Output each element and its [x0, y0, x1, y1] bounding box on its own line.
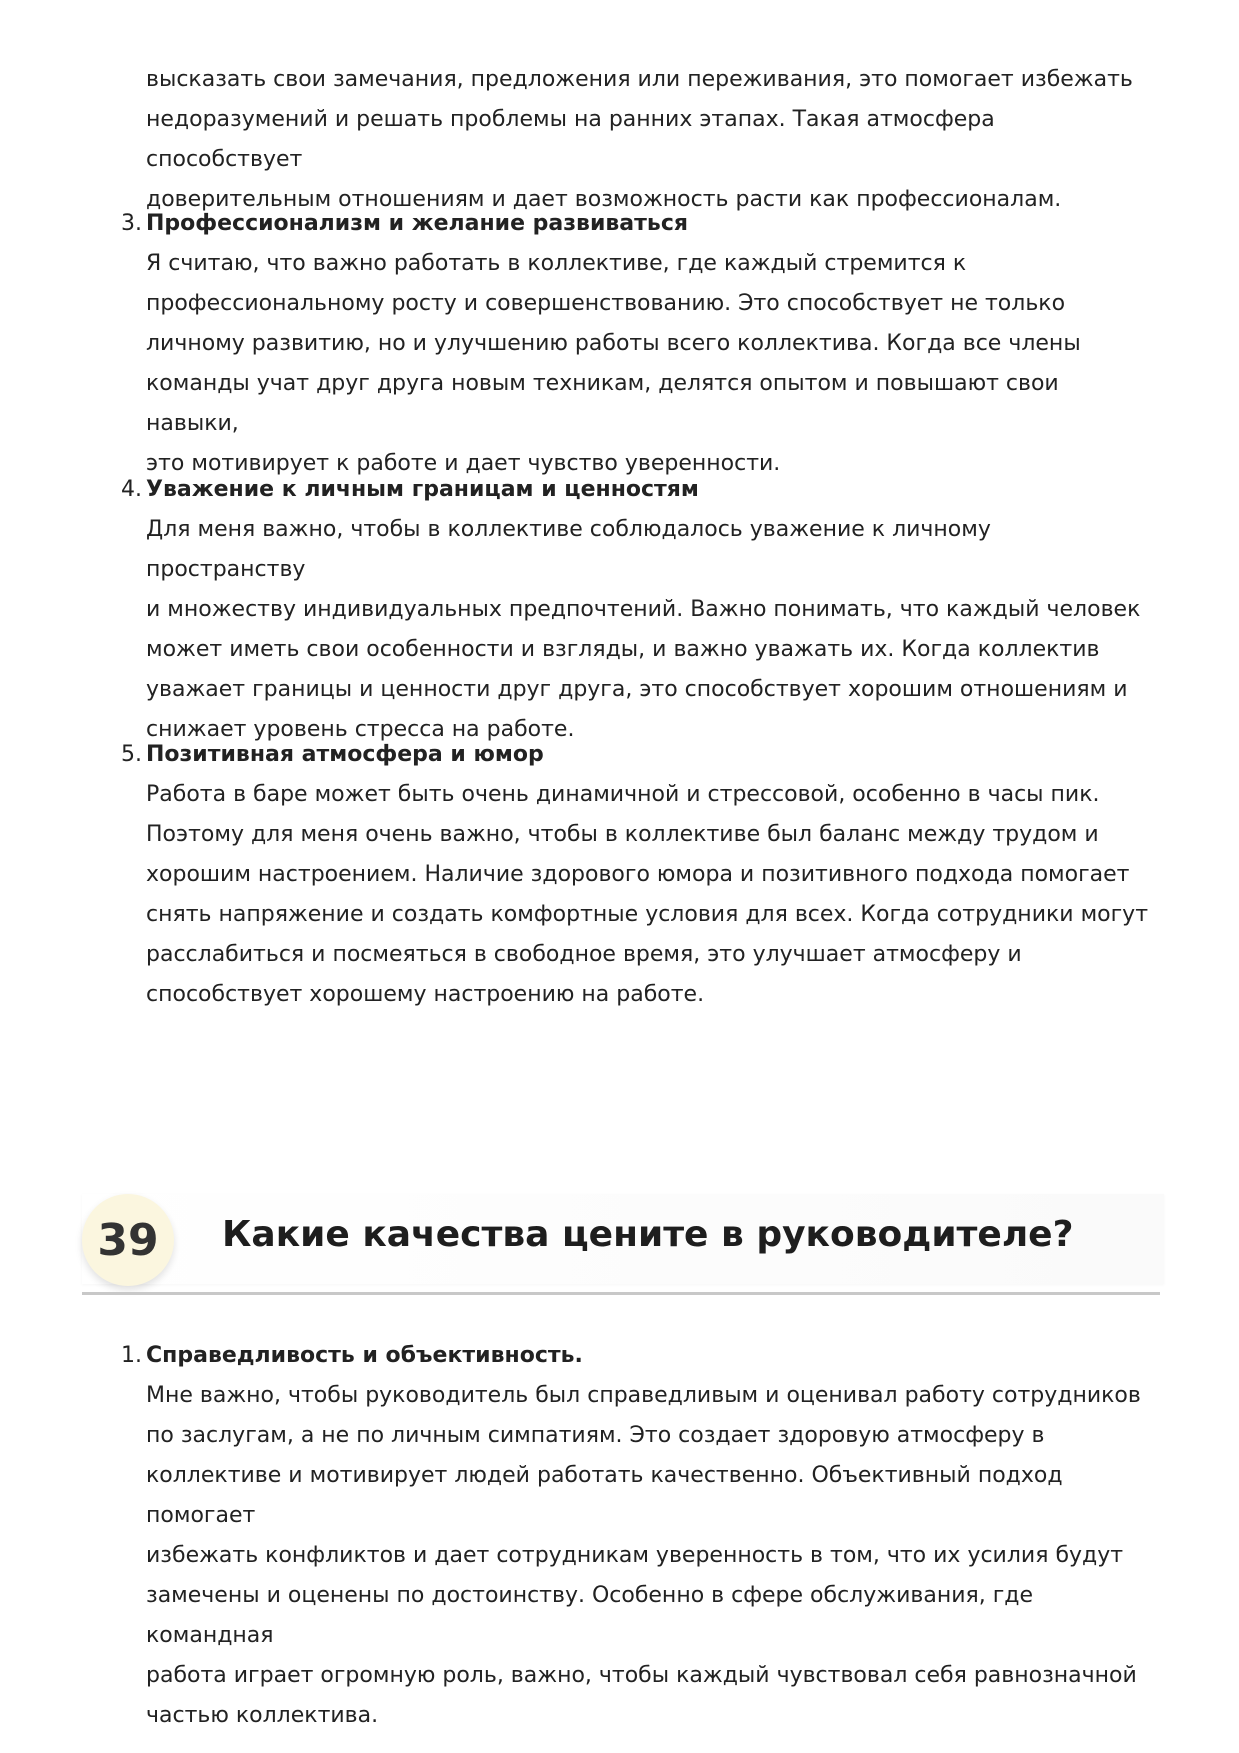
section-title: Какие качества цените в руководителе? [222, 1214, 1074, 1255]
list-item-text: Мне важно, чтобы руководитель был справедливым и оценивал работу сотрудников по заслугам, а не по личным симпатиям. Это создает здоровую атмосферу в коллективе и мотивирует людей работать качественно. Объективный подход помогает избежать конфликтов и дает сотрудникам уверенность в том, что их усилия будут замечены и оценены по достоинству. Особенно в сфере обслуживания, где командная работа играет огромную роль, важно, чтобы каждый чувствовал себя равнозначной частью коллектива. [146, 1383, 1141, 1728]
question-number-badge: 39 [82, 1194, 174, 1286]
section-divider [82, 1292, 1160, 1295]
list-item-text: Работа в баре может быть очень динамичной и стрессовой, особенно в часы пик. Поэтому для меня очень важно, чтобы в коллективе был баланс между трудом и хорошим настроением. Наличие здорового юмора и позитивного подхода помогает снять напряжение и создать комфортные условия для всех. Когда сотрудники могут расслабиться и посмеяться в свободное время, это улучшает атмосферу и способствует хорошему настроению на работе. [146, 782, 1149, 1007]
list-item-number: 3. [121, 211, 142, 236]
list-item-title: Позитивная атмосфера и юмор [146, 742, 544, 767]
list-item-title: Уважение к личным границам и ценностям [146, 477, 699, 502]
list-item-heading [121, 735, 1156, 775]
list-item-number: 1. [121, 1343, 142, 1368]
section-header [82, 1188, 1164, 1296]
list-item-heading [121, 1336, 1156, 1376]
list-item-5 [121, 735, 1156, 1015]
list-item-text: Для меня важно, чтобы в коллективе соблюдалось уважение к личному пространству и множеству индивидуальных предпочтений. Важно понимать, что каждый человек может иметь свои особенности и взгляды, и важно уважать их. Когда коллектив уважает границы и ценности друг друга, это способствует хорошим отношениям и снижает уровень стресса на работе. [146, 517, 1141, 742]
intro-paragraph: высказать свои замечания, предложения или переживания, это помогает избежать недоразумений и решать проблемы на ранних этапах. Такая атмосфера способствует доверительным отношениям и дает возможность расти как профессионалам. [146, 67, 1133, 212]
intro-paragraph-block [146, 60, 1156, 220]
list-item-1 [121, 1336, 1156, 1736]
list-item-heading [121, 204, 1156, 244]
list-item-title: Справедливость и объективность. [146, 1343, 583, 1368]
list-item-4 [121, 470, 1156, 750]
list-item-title: Профессионализм и желание развиваться [146, 211, 688, 236]
list-item-heading [121, 470, 1156, 510]
list-item-number: 5. [121, 742, 142, 767]
list-item-number: 4. [121, 477, 142, 502]
list-item-3 [121, 204, 1156, 484]
list-item-text: Я считаю, что важно работать в коллективе, где каждый стремится к профессиональному росту и совершенствованию. Это способствует не только личному развитию, но и улучшению работы всего коллектива. Когда все члены команды учат друг друга новым техникам, делятся опытом и повышают свои навыки, это мотивирует к работе и дает чувство уверенности. [146, 251, 1081, 476]
